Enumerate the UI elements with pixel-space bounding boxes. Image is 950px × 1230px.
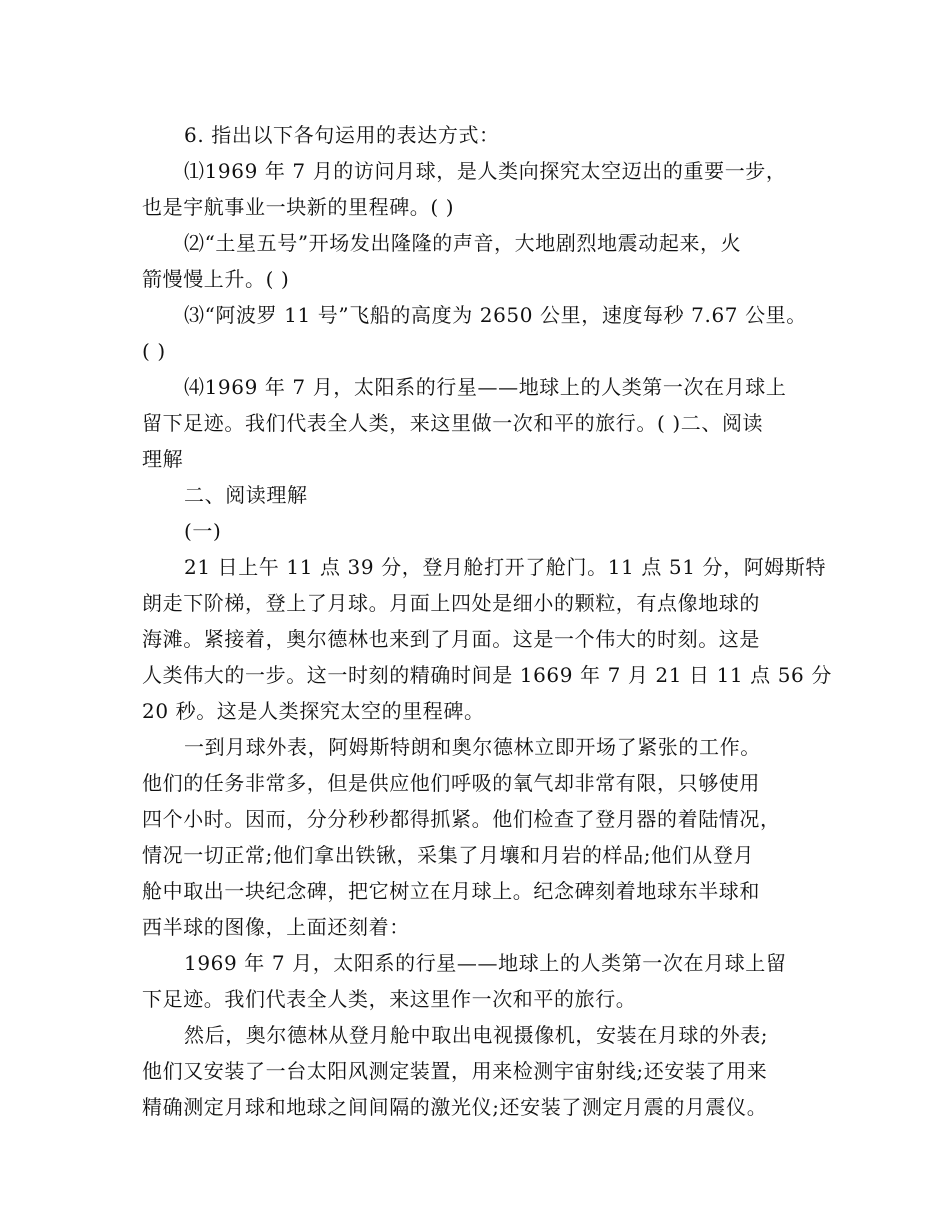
question-item-3-cont: ( ) [142,339,166,363]
paragraph-line: 海滩。紧接着，奥尔德林也来到了月面。这是一个伟大的时刻。这是 [142,627,760,651]
paragraph-line: 然后，奥尔德林从登月舱中取出电视摄像机，安装在月球的外表; [184,1023,769,1047]
paragraph-line: 20 秒。这是人类探究太空的里程碑。 [142,699,485,723]
paragraph-line: 21 日上午 11 点 39 分，登月舱打开了舱门。11 点 51 分，阿姆斯特 [184,555,827,579]
paragraph-line: 西半球的图像，上面还刻着： [142,915,410,939]
paragraph-line: 朗走下阶梯，登上了月球。月面上四处是细小的颗粒，有点像地球的 [142,591,760,615]
question-item-2: ⑵“土星五号”开场发出隆隆的声音，大地剧烈地震动起来，火 [184,231,742,255]
question-item-1-cont: 也是宇航事业一块新的里程碑。( ) [142,195,455,219]
question-item-3: ⑶“阿波罗 11 号”飞船的高度为 2650 公里，速度每秒 7.67 公里。 [184,303,807,327]
plaque-inscription-line: 下足迹。我们代表全人类，来这里作一次和平的旅行。 [142,987,637,1011]
question-heading: 6. 指出以下各句运用的表达方式： [184,123,500,147]
question-item-4-cont: 留下足迹。我们代表全人类，来这里做一次和平的旅行。( )二、阅读 [142,411,764,435]
paragraph-line: 一到月球外表，阿姆斯特朗和奥尔德林立即开场了紧张的工作。 [184,735,761,759]
paragraph-line: 四个小时。因而，分分秒秒都得抓紧。他们检查了登月器的着陆情况， [142,807,781,831]
question-item-4: ⑷1969 年 7 月，太阳系的行星——地球上的人类第一次在月球上 [184,375,787,399]
paragraph-line: 他们的任务非常多，但是供应他们呼吸的氧气却非常有限，只够使用 [142,771,760,795]
plaque-inscription-line: 1969 年 7 月，太阳系的行星——地球上的人类第一次在月球上留 [184,951,787,975]
question-item-2-cont: 箭慢慢上升。( ) [142,267,290,291]
paragraph-line: 他们又安装了一台太阳风测定装置，用来检测宇宙射线;还安装了用来 [142,1059,768,1083]
section-heading: 二、阅读理解 [184,483,308,507]
question-item-4-cont: 理解 [142,447,184,471]
paragraph-line: 精确测定月球和地球之间间隔的激光仪;还安装了测定月震的月震仪。 [142,1095,768,1119]
paragraph-line: 舱中取出一块纪念碑，把它树立在月球上。纪念碑刻着地球东半球和 [142,879,760,903]
subsection-heading: (一) [184,519,222,543]
paragraph-line: 人类伟大的一步。这一时刻的精确时间是 1669 年 7 月 21 日 11 点 56 分 [142,663,832,687]
question-item-1: ⑴1969 年 7 月的访问月球，是人类向探究太空迈出的重要一步， [184,159,787,183]
paragraph-line: 情况一切正常;他们拿出铁锹，采集了月壤和月岩的样品;他们从登月 [142,843,755,867]
